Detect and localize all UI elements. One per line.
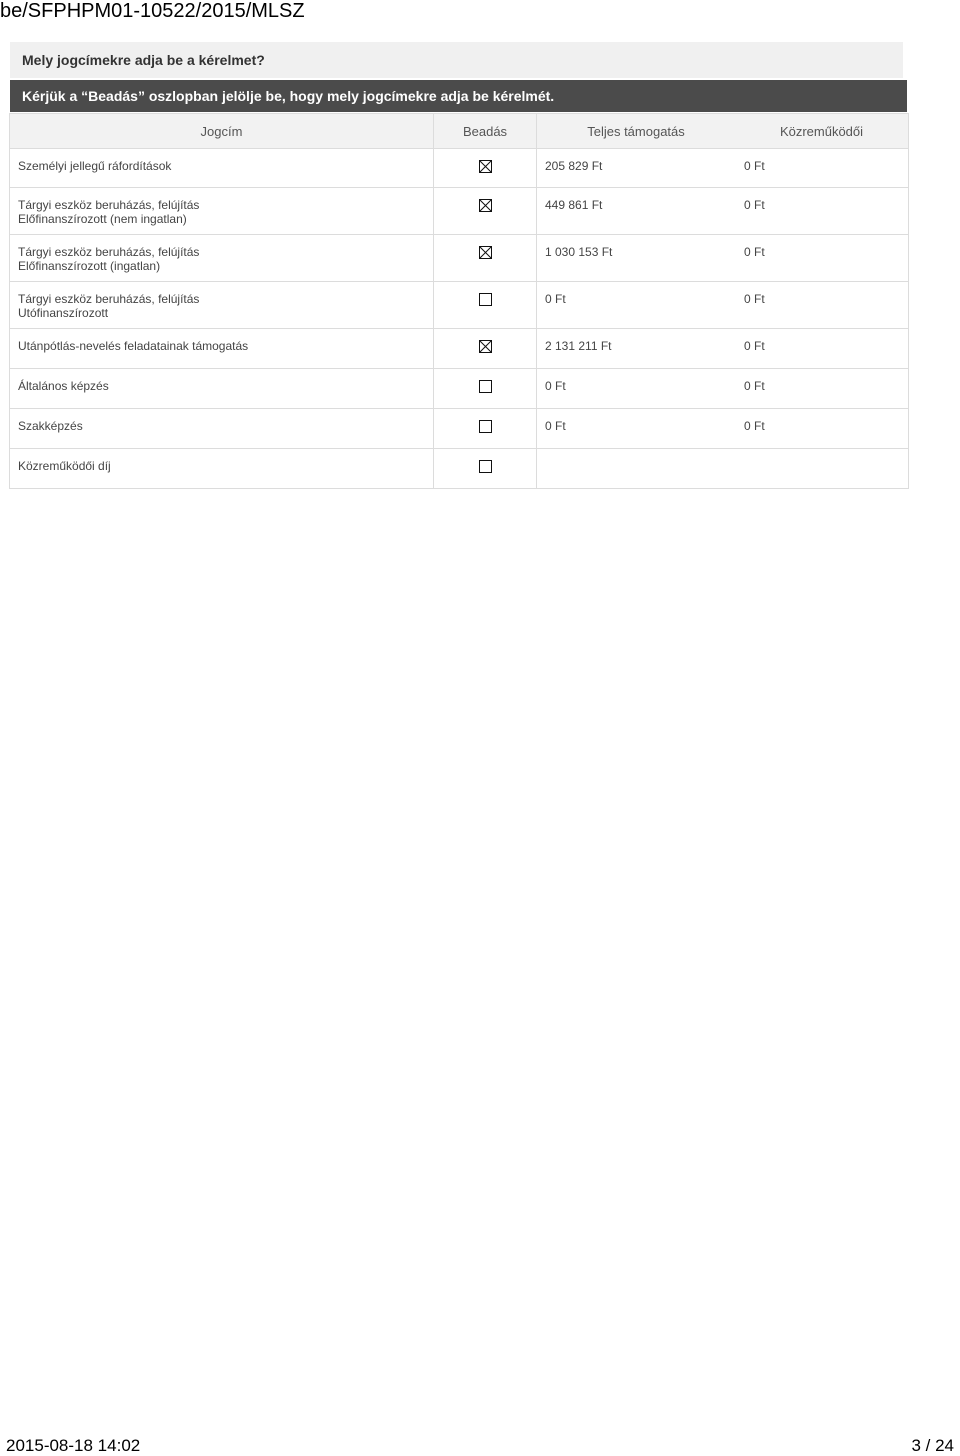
jogcim-sublabel: Előfinanszírozott (ingatlan)	[18, 259, 161, 273]
jogcim-label: Szakképzés	[18, 419, 83, 433]
teljes-tamogatas-value: 1 030 153 Ft	[545, 245, 613, 259]
kozremukodoi-value: 0 Ft	[744, 198, 765, 212]
jogcim-label: Közreműködői díj	[18, 459, 111, 473]
amounts-cell	[537, 235, 909, 282]
jogcim-cell	[10, 282, 434, 329]
jogcim-sublabel: Előfinanszírozott (nem ingatlan)	[18, 212, 187, 226]
unchecked-checkbox[interactable]	[479, 380, 492, 393]
document-id: be/SFPHPM01-10522/2015/MLSZ	[0, 0, 305, 22]
table-row	[10, 449, 909, 489]
kozremukodoi-value: 0 Ft	[744, 245, 765, 259]
header-teljes-tamogatas: Teljes támogatás	[587, 123, 685, 139]
header-amounts	[537, 114, 909, 149]
unchecked-checkbox[interactable]	[479, 460, 492, 473]
jogcim-table	[9, 113, 909, 489]
cross-mark-icon	[480, 161, 491, 172]
checked-checkbox[interactable]	[479, 246, 492, 259]
amounts-cell	[537, 409, 909, 449]
footer-timestamp: 2015-08-18 14:02	[6, 1436, 141, 1455]
table-row	[10, 149, 909, 188]
header-jogcim: Jogcím	[10, 114, 434, 149]
jogcim-label: Utánpótlás-nevelés feladatainak támogatás	[18, 339, 249, 353]
cross-mark-icon	[480, 341, 491, 352]
jogcim-cell	[10, 409, 434, 449]
kozremukodoi-value: 0 Ft	[744, 292, 765, 306]
instruction-banner: Kérjük a “Beadás” oszlopban jelölje be, hogy mely jogcímekre adja be kérelmét.	[10, 80, 907, 112]
beadas-cell	[434, 369, 537, 409]
cross-mark-icon	[480, 200, 491, 211]
table-row	[10, 329, 909, 369]
teljes-tamogatas-value: 0 Ft	[545, 419, 566, 433]
header-kozremukodoi: Közreműködői	[779, 123, 864, 139]
jogcim-label: Személyi jellegű ráfordítások	[18, 159, 172, 173]
jogcim-cell	[10, 149, 434, 188]
jogcim-label: Tárgyi eszköz beruházás, felújítás	[18, 292, 200, 306]
amounts-cell	[537, 329, 909, 369]
amounts-cell	[537, 188, 909, 235]
teljes-tamogatas-value: 449 861 Ft	[545, 198, 603, 212]
jogcim-label: Tárgyi eszköz beruházás, felújítás	[18, 245, 200, 259]
checked-checkbox[interactable]	[479, 199, 492, 212]
kozremukodoi-value: 0 Ft	[744, 339, 765, 353]
jogcim-label: Általános képzés	[18, 379, 109, 393]
amounts-cell	[537, 149, 909, 188]
amounts-cell	[537, 369, 909, 409]
amounts-cell	[537, 449, 909, 489]
table-row	[10, 235, 909, 282]
beadas-cell	[434, 235, 537, 282]
jogcim-sublabel: Utófinanszírozott	[18, 306, 109, 320]
header-beadas: Beadás	[434, 114, 537, 149]
unchecked-checkbox[interactable]	[479, 420, 492, 433]
beadas-cell	[434, 329, 537, 369]
jogcim-cell	[10, 449, 434, 489]
amounts-cell	[537, 282, 909, 329]
checked-checkbox[interactable]	[479, 340, 492, 353]
checked-checkbox[interactable]	[479, 160, 492, 173]
beadas-cell	[434, 149, 537, 188]
beadas-cell	[434, 409, 537, 449]
beadas-cell	[434, 282, 537, 329]
teljes-tamogatas-value: 205 829 Ft	[545, 159, 603, 173]
beadas-cell	[434, 188, 537, 235]
table-row	[10, 282, 909, 329]
kozremukodoi-value: 0 Ft	[744, 159, 765, 173]
beadas-cell	[434, 449, 537, 489]
kozremukodoi-value: 0 Ft	[744, 379, 765, 393]
table-header-row	[10, 114, 909, 149]
table-row	[10, 369, 909, 409]
jogcim-cell	[10, 329, 434, 369]
cross-mark-icon	[480, 247, 491, 258]
table-row	[10, 188, 909, 235]
footer-page-number: 3 / 24	[911, 1436, 954, 1455]
table-row	[10, 409, 909, 449]
section-title: Mely jogcímekre adja be a kérelmet?	[10, 42, 903, 78]
kozremukodoi-value: 0 Ft	[744, 419, 765, 433]
jogcim-cell	[10, 235, 434, 282]
unchecked-checkbox[interactable]	[479, 293, 492, 306]
teljes-tamogatas-value: 0 Ft	[545, 292, 566, 306]
teljes-tamogatas-value: 0 Ft	[545, 379, 566, 393]
teljes-tamogatas-value: 2 131 211 Ft	[545, 339, 612, 353]
jogcim-cell	[10, 188, 434, 235]
jogcim-cell	[10, 369, 434, 409]
jogcim-label: Tárgyi eszköz beruházás, felújítás	[18, 198, 200, 212]
